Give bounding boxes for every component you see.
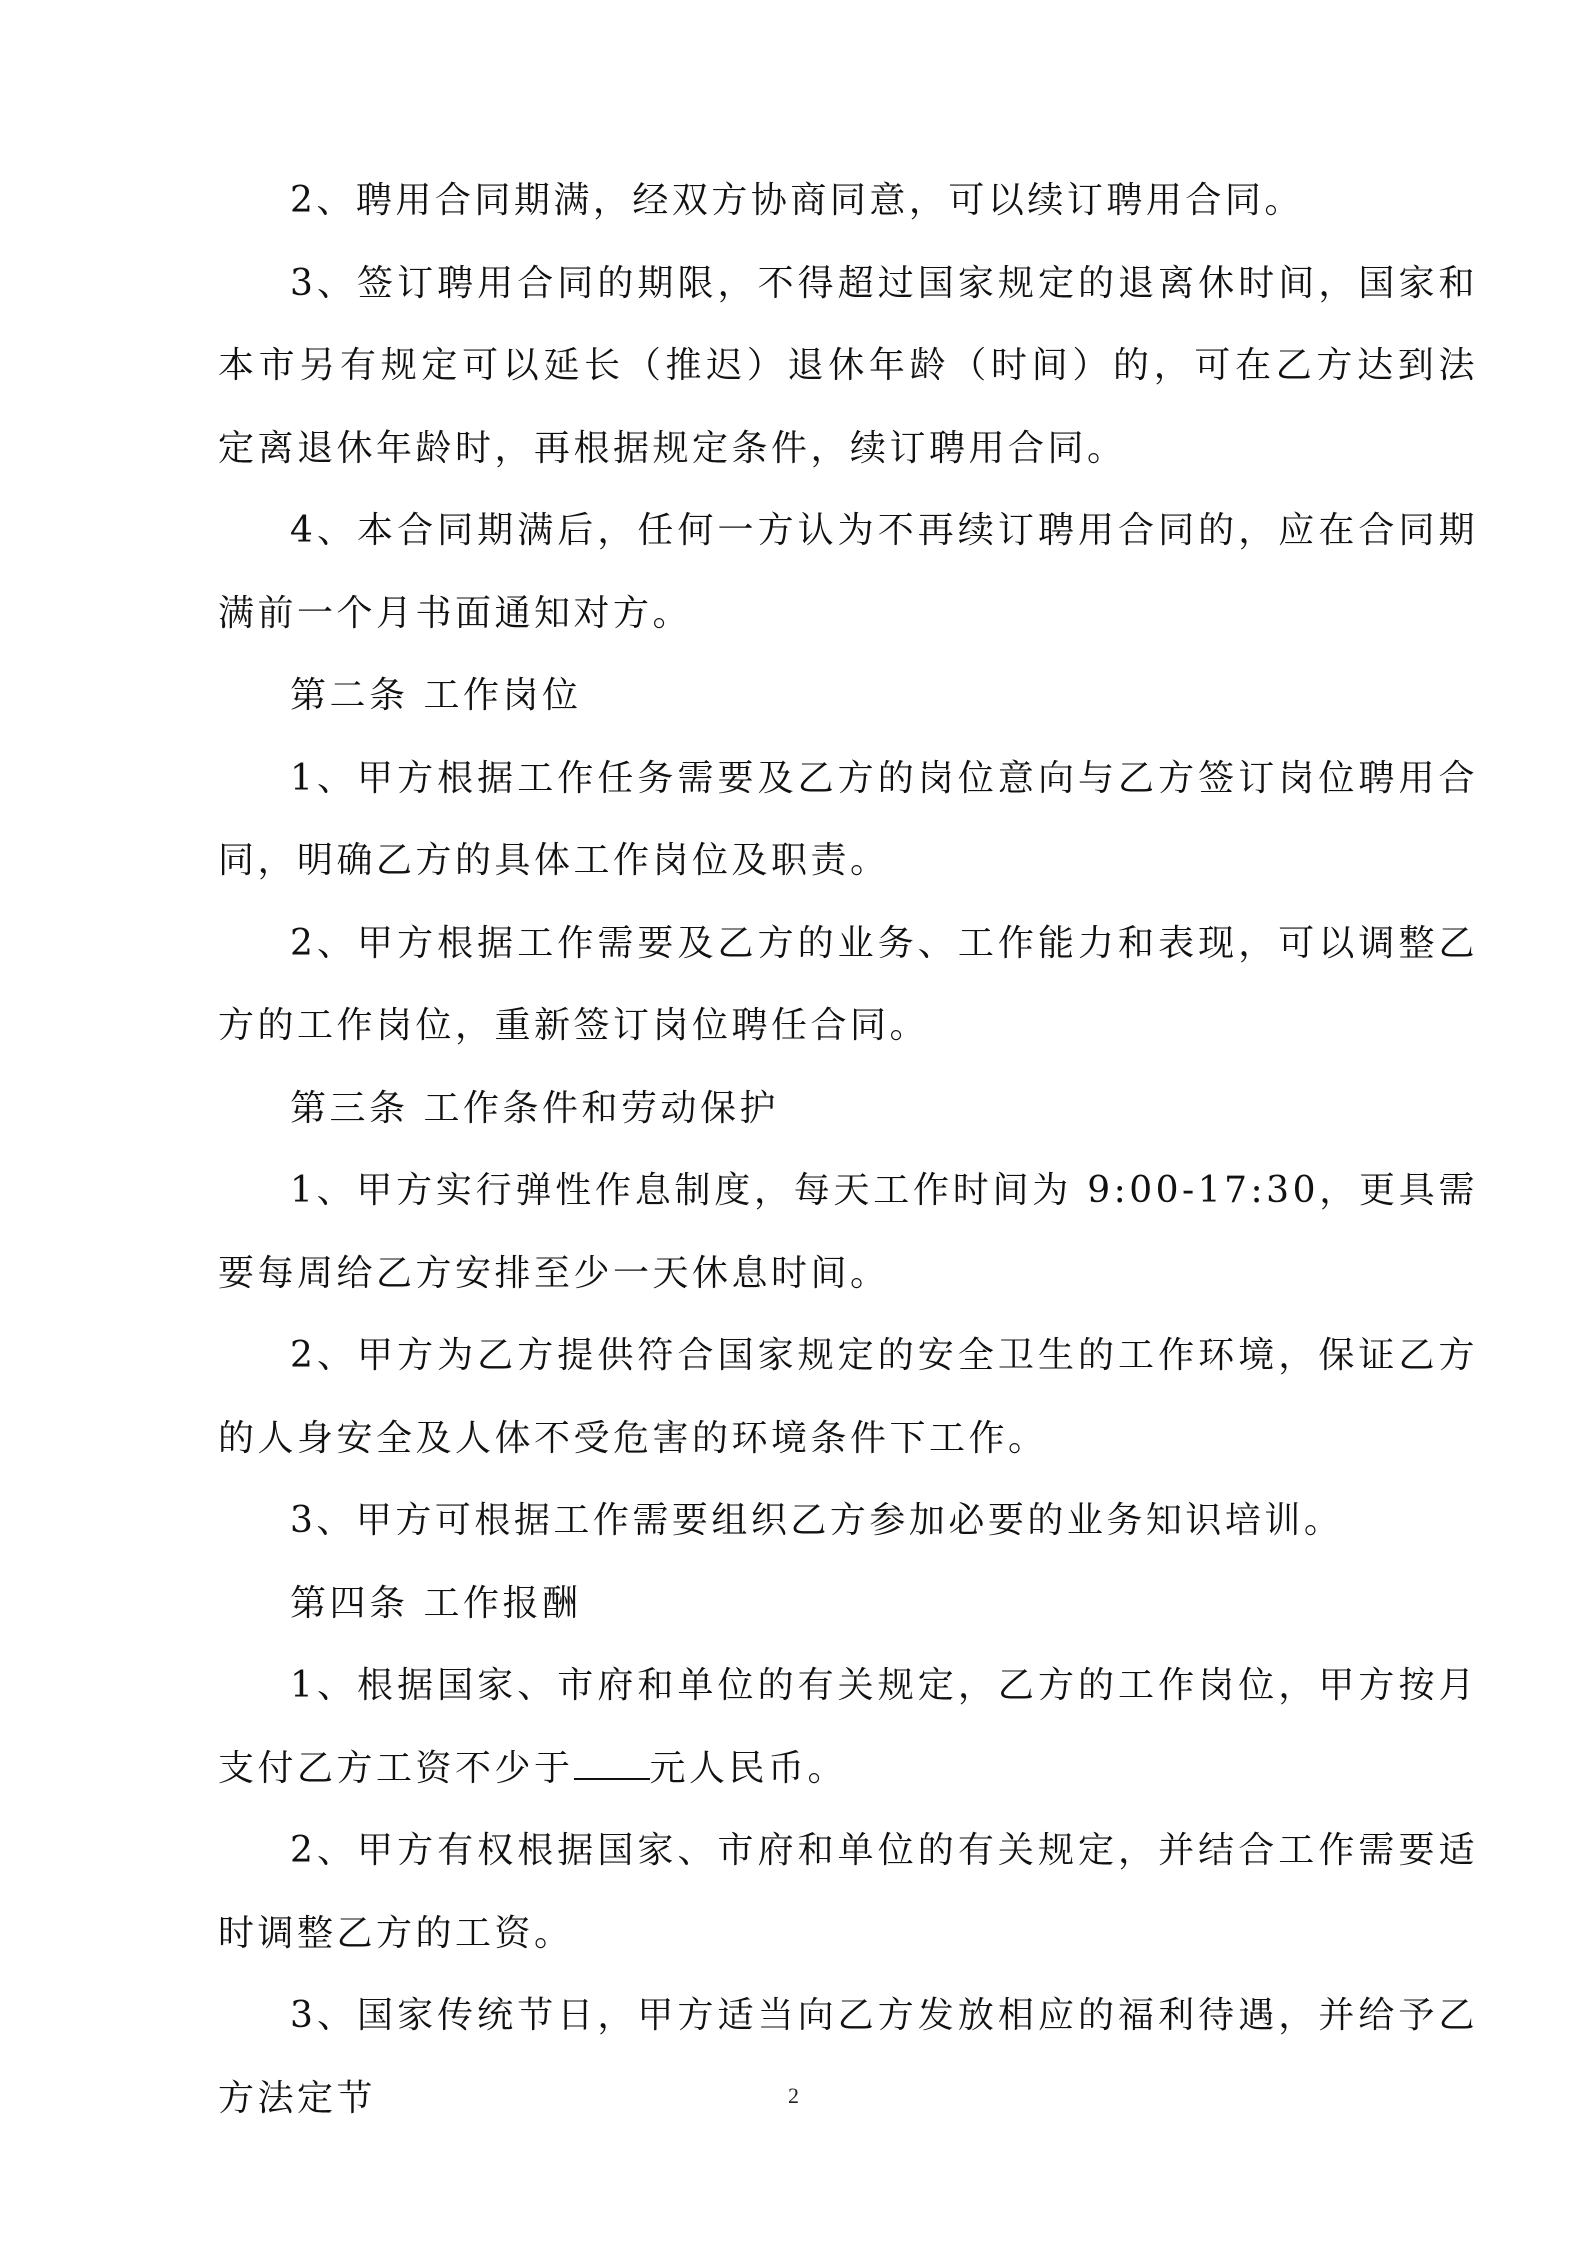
paragraph-7: 2、甲方为乙方提供符合国家规定的安全卫生的工作环境，保证乙方的人身安全及人体不受危害的环境条件下工作。 bbox=[218, 1335, 1478, 1459]
paragraph-4: 1、甲方根据工作任务需要及乙方的岗位意向与乙方签订岗位聘用合同，明确乙方的具体工作岗位及职责。 bbox=[218, 757, 1478, 881]
paragraph-1: 2、聘用合同期满，经双方协商同意，可以续订聘用合同。 bbox=[290, 180, 1304, 221]
document-body bbox=[218, 160, 1478, 2140]
paragraph-2: 3、签订聘用合同的期限，不得超过国家规定的退离休时间，国家和本市另有规定可以延长（推迟）退休年龄（时间）的，可在乙方达到法定离退休年龄时，再根据规定条件，续订聘用合同。 bbox=[218, 262, 1478, 469]
salary-blank-line bbox=[574, 1748, 650, 1780]
article-4-heading: 第四条 工作报酬 bbox=[290, 1582, 582, 1624]
article-2-heading: 第二条 工作岗位 bbox=[290, 675, 582, 716]
paragraph-3: 4、本合同期满后，任何一方认为不再续订聘用合同的，应在合同期满前一个月书面通知对方。 bbox=[218, 510, 1478, 634]
paragraph-8: 3、甲方可根据工作需要组织乙方参加必要的业务知识培训。 bbox=[290, 1500, 1344, 1541]
page-number: 2 bbox=[788, 2083, 799, 2108]
paragraph-9 bbox=[218, 1645, 1478, 1810]
paragraph-11: 3、国家传统节日，甲方适当向乙方发放相应的福利待遇，并给予乙方法定节 bbox=[218, 1995, 1478, 2119]
paragraph-6: 1、甲方实行弹性作息制度，每天工作时间为 9:00-17:30，更具需要每周给乙方安排至少一天休息时间。 bbox=[218, 1170, 1478, 1294]
paragraph-9-suffix: 元人民币。 bbox=[649, 1747, 848, 1789]
paragraph-9-text: 1、根据国家、市府和单位的有关规定，乙方的工作岗位，甲方按月支付乙方工资不少于 bbox=[218, 1665, 1478, 1789]
paragraph-5: 2、甲方根据工作需要及乙方的业务、工作能力和表现，可以调整乙方的工作岗位，重新签订岗位聘任合同。 bbox=[218, 922, 1478, 1046]
article-3-heading: 第三条 工作条件和劳动保护 bbox=[290, 1087, 779, 1129]
paragraph-10: 2、甲方有权根据国家、市府和单位的有关规定，并结合工作需要适时调整乙方的工资。 bbox=[218, 1830, 1478, 1954]
